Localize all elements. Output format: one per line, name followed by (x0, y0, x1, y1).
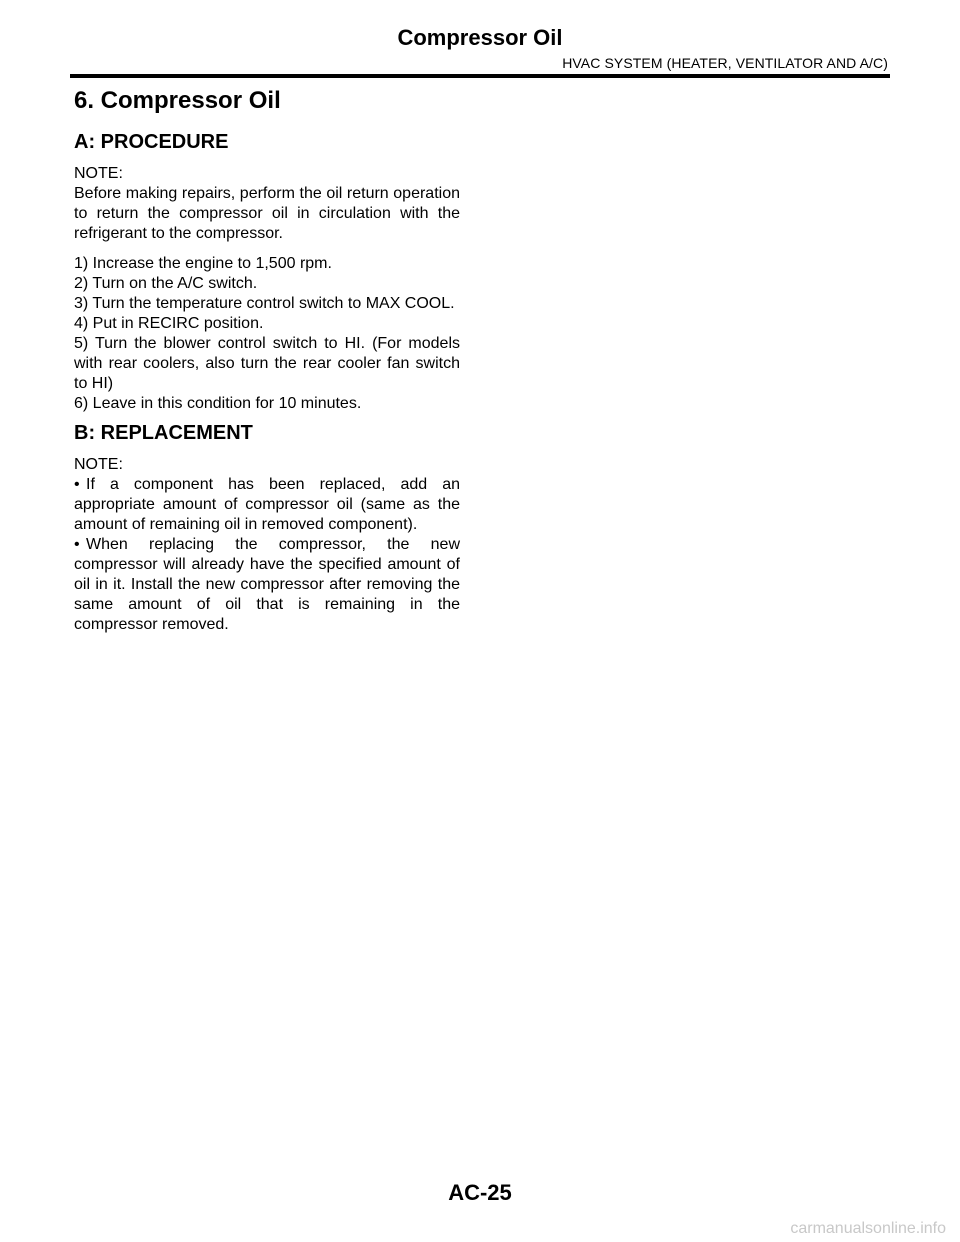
procedure-title: A: PROCEDURE (74, 131, 229, 153)
procedure-steps (74, 254, 460, 414)
header-title: Compressor Oil (397, 25, 563, 50)
procedure-note-label: NOTE: (74, 165, 123, 182)
procedure-step: 6) Leave in this condition for 10 minutes. (74, 395, 362, 412)
replacement-bullet (74, 475, 460, 535)
content-column (74, 86, 460, 635)
header-subtitle: HVAC SYSTEM (HEATER, VENTILATOR AND A/C) (562, 55, 888, 71)
replacement-title: B: REPLACEMENT (74, 422, 253, 444)
replacement-bullet (74, 535, 460, 635)
procedure-step: 5) Turn the blower control switch to HI. (For models with rear coolers, also turn the rear cooler fan switch to HI) (74, 335, 460, 392)
page-number: AC-25 (448, 1180, 512, 1205)
header-rule (70, 74, 890, 78)
bullet-icon: • (74, 476, 80, 493)
replacement-bullet-text: If a component has been replaced, add an appropriate amount of compressor oil (same as the amount of remaining oil in removed component). (74, 476, 460, 533)
page-header (0, 0, 960, 80)
procedure-step: 2) Turn on the A/C switch. (74, 275, 258, 292)
procedure-step: 3) Turn the temperature control switch to MAX COOL. (74, 295, 455, 312)
procedure-note-text: Before making repairs, perform the oil return operation to return the compressor oil in circulation with the refrigerant to the compressor. (74, 185, 460, 242)
section-title: 6. Compressor Oil (74, 87, 281, 114)
bullet-icon: • (74, 536, 80, 553)
replacement-bullet-text: When replacing the compressor, the new compressor will already have the specified amount of oil in it. Install the new compressor after removing the same amount of oil that is remaining in the compressor removed. (74, 536, 460, 633)
procedure-step: 1) Increase the engine to 1,500 rpm. (74, 255, 332, 272)
procedure-step: 4) Put in RECIRC position. (74, 315, 264, 332)
watermark: carmanualsonline.info (790, 1220, 946, 1237)
replacement-note-label: NOTE: (74, 456, 123, 473)
